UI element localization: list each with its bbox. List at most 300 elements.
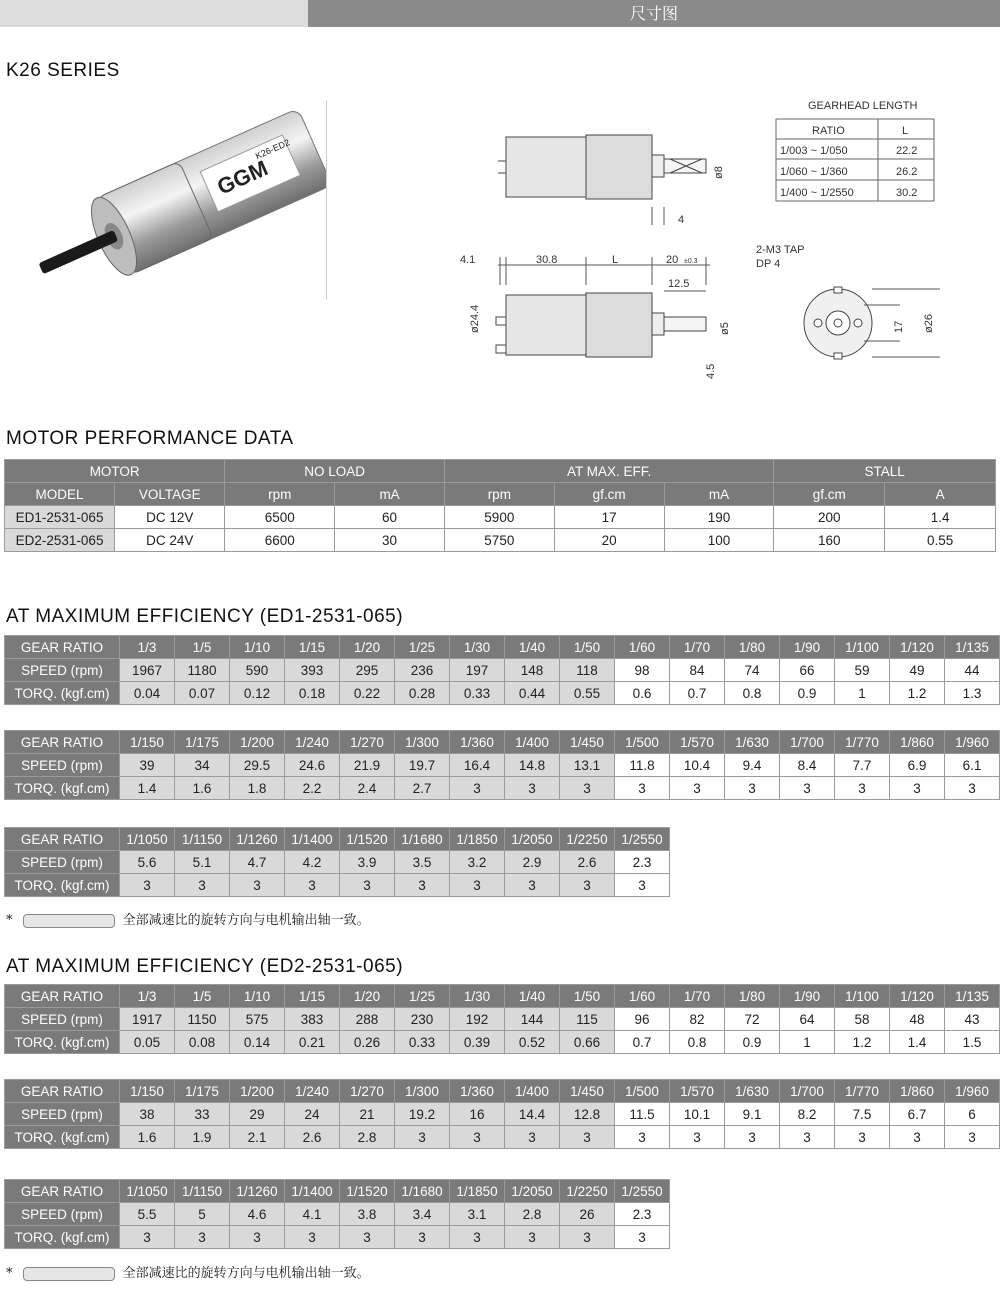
svg-text:20: 20	[666, 254, 679, 266]
gear-ratio-cell: 1/10	[230, 985, 285, 1008]
table-row	[5, 1226, 670, 1249]
speed-cell: 5.1	[175, 851, 230, 874]
perf-sub-header-row	[5, 483, 996, 506]
speed-cell: 14.4	[505, 1103, 560, 1126]
ed2-ratio-table	[4, 1079, 1000, 1149]
table-row	[5, 682, 1000, 705]
ed2-title: AT MAXIMUM EFFICIENCY (ED2-2531-065)	[6, 956, 404, 977]
gear-ratio-cell: 1/200	[230, 1080, 285, 1103]
gear-ratio-cell: 1/770	[835, 731, 890, 754]
speed-cell: 288	[340, 1008, 395, 1031]
torque-cell: 1.3	[945, 682, 1000, 705]
torque-cell: 3	[505, 1226, 560, 1249]
speed-cell: 2.9	[505, 851, 560, 874]
table-row	[5, 1180, 670, 1203]
torque-cell: 1.6	[175, 777, 230, 800]
speed-cell: 197	[450, 659, 505, 682]
gear-ratio-cell: 1/175	[175, 731, 230, 754]
torque-cell: 3	[560, 1126, 615, 1149]
gear-ratio-cell: 1/40	[505, 636, 560, 659]
gear-ratio-cell: 1/1520	[340, 828, 395, 851]
gear-ratio-cell: 1/20	[340, 636, 395, 659]
gear-ratio-cell: 1/700	[780, 1080, 835, 1103]
gear-ratio-cell: 1/450	[560, 1080, 615, 1103]
torque-cell: 1.9	[175, 1126, 230, 1149]
torque-cell: 3	[890, 1126, 945, 1149]
torque-cell: 3	[395, 1126, 450, 1149]
gear-ratio-cell: 1/120	[890, 636, 945, 659]
speed-cell: 7.5	[835, 1103, 890, 1126]
svg-text:ø8: ø8	[713, 166, 725, 179]
svg-text:2-M3 TAP: 2-M3 TAP	[756, 244, 805, 256]
gear-ratio-cell: 1/30	[450, 985, 505, 1008]
speed-cell: 10.4	[670, 754, 725, 777]
speed-cell: 7.7	[835, 754, 890, 777]
gear-ratio-cell: 1/2250	[560, 1180, 615, 1203]
speed-cell: 29	[230, 1103, 285, 1126]
table-row	[5, 777, 1000, 800]
torque-cell: 1	[835, 682, 890, 705]
speed-cell: 2.8	[505, 1203, 560, 1226]
gear-ratio-cell: 1/400	[505, 731, 560, 754]
gear-ratio-cell: 1/1150	[175, 828, 230, 851]
torque-cell: 1.6	[120, 1126, 175, 1149]
speed-cell: 2.6	[560, 851, 615, 874]
row-label: TORQ. (kgf.cm)	[5, 1031, 120, 1054]
torque-cell: 2.1	[230, 1126, 285, 1149]
svg-text:30.2: 30.2	[896, 187, 918, 199]
perf-sub-header: gf.cm	[774, 483, 885, 506]
torque-cell: 0.33	[450, 682, 505, 705]
speed-cell: 2.3	[615, 851, 670, 874]
speed-cell: 21	[340, 1103, 395, 1126]
gear-ratio-cell: 1/570	[670, 731, 725, 754]
perf-sub-header: rpm	[225, 483, 335, 506]
torque-cell: 2.6	[285, 1126, 340, 1149]
torque-cell: 3	[175, 874, 230, 897]
row-label: TORQ. (kgf.cm)	[5, 1126, 120, 1149]
torque-cell: 3	[395, 1226, 450, 1249]
speed-cell: 48	[890, 1008, 945, 1031]
torque-cell: 0.12	[230, 682, 285, 705]
torque-cell: 1.5	[945, 1031, 1000, 1054]
speed-cell: 9.1	[725, 1103, 780, 1126]
torque-cell: 0.33	[395, 1031, 450, 1054]
gear-ratio-cell: 1/60	[615, 636, 670, 659]
gear-ratio-cell: 1/1260	[230, 828, 285, 851]
speed-cell: 11.8	[615, 754, 670, 777]
perf-sub-header: gf.cm	[554, 483, 664, 506]
svg-text:RATIO: RATIO	[812, 125, 845, 137]
table-row	[5, 731, 1000, 754]
gear-ratio-cell: 1/50	[560, 985, 615, 1008]
speed-cell: 3.9	[340, 851, 395, 874]
gear-ratio-cell: 1/1850	[450, 1180, 505, 1203]
gear-ratio-cell: 1/90	[780, 985, 835, 1008]
gear-ratio-cell: 1/1150	[175, 1180, 230, 1203]
ed2-ratio-table	[4, 1179, 670, 1249]
speed-cell: 1917	[120, 1008, 175, 1031]
gear-ratio-cell: 1/150	[120, 1080, 175, 1103]
torque-cell: 0.66	[560, 1031, 615, 1054]
torque-cell: 3	[230, 1226, 285, 1249]
row-label: SPEED (rpm)	[5, 1103, 120, 1126]
speed-cell: 98	[615, 659, 670, 682]
speed-cell: 19.2	[395, 1103, 450, 1126]
gear-ratio-cell: 1/80	[725, 985, 780, 1008]
torque-cell: 3	[560, 874, 615, 897]
torque-cell: 3	[285, 874, 340, 897]
gear-ratio-cell: 1/2050	[505, 1180, 560, 1203]
svg-text:L: L	[612, 254, 619, 266]
gear-ratio-cell: 1/135	[945, 985, 1000, 1008]
torque-cell: 0.04	[120, 682, 175, 705]
speed-cell: 6.9	[890, 754, 945, 777]
gear-ratio-cell: 1/240	[285, 1080, 340, 1103]
torque-cell: 3	[890, 777, 945, 800]
speed-cell: 575	[230, 1008, 285, 1031]
gear-ratio-cell: 1/860	[890, 1080, 945, 1103]
torque-cell: 0.52	[505, 1031, 560, 1054]
gear-ratio-cell: 1/15	[285, 636, 340, 659]
gear-ratio-cell: 1/5	[175, 985, 230, 1008]
torque-cell: 0.07	[175, 682, 230, 705]
torque-cell: 0.55	[560, 682, 615, 705]
gear-ratio-cell: 1/70	[670, 636, 725, 659]
speed-cell: 58	[835, 1008, 890, 1031]
perf-sub-header: rpm	[444, 483, 554, 506]
gear-ratio-cell: 1/40	[505, 985, 560, 1008]
speed-cell: 39	[120, 754, 175, 777]
top-banner-left	[0, 0, 308, 27]
speed-cell: 3.4	[395, 1203, 450, 1226]
gear-ratio-cell: 1/80	[725, 636, 780, 659]
gear-ratio-cell: 1/960	[945, 731, 1000, 754]
speed-cell: 230	[395, 1008, 450, 1031]
perf-group-header: STALL	[774, 460, 996, 483]
torque-cell: 3	[615, 1126, 670, 1149]
speed-cell: 26	[560, 1203, 615, 1226]
speed-cell: 19.7	[395, 754, 450, 777]
torque-cell: 0.9	[725, 1031, 780, 1054]
gear-ratio-cell: 1/175	[175, 1080, 230, 1103]
perf-group-header: MOTOR	[5, 460, 225, 483]
svg-text:30.8: 30.8	[536, 254, 558, 266]
speed-cell: 4.2	[285, 851, 340, 874]
speed-cell: 3.1	[450, 1203, 505, 1226]
direction-legend-swatch	[23, 914, 115, 928]
speed-cell: 9.4	[725, 754, 780, 777]
motor-label-model: K26-ED2	[253, 137, 292, 162]
svg-text:1/060 ~ 1/360: 1/060 ~ 1/360	[780, 166, 848, 178]
speed-cell: 192	[450, 1008, 505, 1031]
gear-ratio-cell: 1/300	[395, 731, 450, 754]
torque-cell: 1.4	[890, 1031, 945, 1054]
speed-cell: 148	[505, 659, 560, 682]
gear-ratio-cell: 1/135	[945, 636, 1000, 659]
row-label: TORQ. (kgf.cm)	[5, 874, 120, 897]
gear-ratio-cell: 1/5	[175, 636, 230, 659]
svg-text:26.2: 26.2	[896, 166, 918, 178]
gear-ratio-cell: 1/1400	[285, 1180, 340, 1203]
gear-ratio-cell: 1/960	[945, 1080, 1000, 1103]
ed1-ratio-table	[4, 635, 1000, 705]
speed-cell: 10.1	[670, 1103, 725, 1126]
torque-cell: 0.8	[670, 1031, 725, 1054]
ed2-note: * 全部减速比的旋转方向与电机输出轴一致。	[6, 1266, 370, 1281]
speed-cell: 6.1	[945, 754, 1000, 777]
gear-ratio-cell: 1/120	[890, 985, 945, 1008]
svg-text:±0.3: ±0.3	[684, 258, 698, 265]
ed1-ratio-table	[4, 827, 670, 897]
torque-cell: 3	[615, 777, 670, 800]
speed-cell: 1967	[120, 659, 175, 682]
speed-cell: 118	[560, 659, 615, 682]
speed-cell: 1180	[175, 659, 230, 682]
gear-ratio-cell: 1/500	[615, 1080, 670, 1103]
torque-cell: 3	[560, 1226, 615, 1249]
row-label: GEAR RATIO	[5, 636, 120, 659]
perf-group-header-row	[5, 460, 996, 483]
torque-cell: 0.22	[340, 682, 395, 705]
torque-cell: 3	[285, 1226, 340, 1249]
gear-ratio-cell: 1/10	[230, 636, 285, 659]
table-row	[5, 754, 1000, 777]
table-row	[5, 1008, 1000, 1031]
speed-cell: 21.9	[340, 754, 395, 777]
gear-ratio-cell: 1/15	[285, 985, 340, 1008]
speed-cell: 11.5	[615, 1103, 670, 1126]
page-header-title: 尺寸图	[308, 0, 1000, 27]
torque-cell: 3	[835, 777, 890, 800]
svg-text:DP 4: DP 4	[756, 258, 781, 270]
torque-cell: 3	[505, 874, 560, 897]
speed-cell: 3.8	[340, 1203, 395, 1226]
torque-cell: 3	[175, 1226, 230, 1249]
gear-ratio-cell: 1/25	[395, 985, 450, 1008]
gear-ratio-cell: 1/100	[835, 985, 890, 1008]
torque-cell: 0.26	[340, 1031, 395, 1054]
torque-cell: 3	[120, 1226, 175, 1249]
torque-cell: 3	[780, 1126, 835, 1149]
speed-cell: 49	[890, 659, 945, 682]
row-label: GEAR RATIO	[5, 828, 120, 851]
torque-cell: 2.7	[395, 777, 450, 800]
speed-cell: 8.2	[780, 1103, 835, 1126]
speed-cell: 16.4	[450, 754, 505, 777]
torque-cell: 3	[340, 1226, 395, 1249]
gear-ratio-cell: 1/360	[450, 731, 505, 754]
torque-cell: 0.14	[230, 1031, 285, 1054]
gear-ratio-cell: 1/30	[450, 636, 505, 659]
svg-text:L: L	[902, 125, 909, 137]
perf-title: MOTOR PERFORMANCE DATA	[6, 428, 294, 449]
torque-cell: 3	[945, 777, 1000, 800]
gear-ratio-cell: 1/700	[780, 731, 835, 754]
torque-cell: 3	[725, 777, 780, 800]
svg-text:4: 4	[678, 214, 685, 226]
speed-cell: 295	[340, 659, 395, 682]
speed-cell: 236	[395, 659, 450, 682]
gear-ratio-cell: 1/2550	[615, 828, 670, 851]
gear-ratio-cell: 1/570	[670, 1080, 725, 1103]
speed-cell: 44	[945, 659, 1000, 682]
gear-ratio-cell: 1/90	[780, 636, 835, 659]
gear-ratio-cell: 1/2550	[615, 1180, 670, 1203]
torque-cell: 2.8	[340, 1126, 395, 1149]
direction-legend-swatch	[23, 1267, 115, 1281]
speed-cell: 12.8	[560, 1103, 615, 1126]
gear-ratio-cell: 1/1680	[395, 1180, 450, 1203]
torque-cell: 0.9	[780, 682, 835, 705]
gear-ratio-cell: 1/150	[120, 731, 175, 754]
speed-cell: 34	[175, 754, 230, 777]
ed1-ratio-table	[4, 730, 1000, 800]
speed-cell: 84	[670, 659, 725, 682]
speed-cell: 5.5	[120, 1203, 175, 1226]
gear-ratio-cell: 1/1680	[395, 828, 450, 851]
gear-ratio-cell: 1/20	[340, 985, 395, 1008]
torque-cell: 3	[615, 874, 670, 897]
gear-ratio-cell: 1/1520	[340, 1180, 395, 1203]
gear-ratio-cell: 1/240	[285, 731, 340, 754]
gear-ratio-cell: 1/50	[560, 636, 615, 659]
speed-cell: 4.6	[230, 1203, 285, 1226]
speed-cell: 72	[725, 1008, 780, 1031]
row-label: GEAR RATIO	[5, 1080, 120, 1103]
torque-cell: 3	[615, 1226, 670, 1249]
torque-cell: 2.4	[340, 777, 395, 800]
speed-cell: 393	[285, 659, 340, 682]
torque-cell: 3	[670, 1126, 725, 1149]
speed-cell: 29.5	[230, 754, 285, 777]
torque-cell: 0.7	[615, 1031, 670, 1054]
table-row	[5, 1080, 1000, 1103]
svg-text:1/003 ~ 1/050: 1/003 ~ 1/050	[780, 145, 848, 157]
gear-ratio-cell: 1/630	[725, 1080, 780, 1103]
torque-cell: 0.18	[285, 682, 340, 705]
table-row: ED1-2531-065 DC 12V 6500 60 5900 17 190 200 1.4	[5, 506, 996, 529]
perf-group-header: NO LOAD	[225, 460, 445, 483]
ed2-ratio-table	[4, 984, 1000, 1054]
perf-sub-header: VOLTAGE	[115, 483, 225, 506]
torque-cell: 2.2	[285, 777, 340, 800]
svg-text:ø24.4: ø24.4	[469, 304, 481, 333]
table-row	[5, 1203, 670, 1226]
speed-cell: 16	[450, 1103, 505, 1126]
gear-ratio-cell: 1/1400	[285, 828, 340, 851]
gear-ratio-cell: 1/770	[835, 1080, 890, 1103]
gear-ratio-cell: 1/60	[615, 985, 670, 1008]
torque-cell: 3	[505, 777, 560, 800]
torque-cell: 3	[395, 874, 450, 897]
row-label: GEAR RATIO	[5, 985, 120, 1008]
torque-cell: 1.2	[835, 1031, 890, 1054]
svg-text:1/400 ~ 1/2550: 1/400 ~ 1/2550	[780, 187, 854, 199]
speed-cell: 43	[945, 1008, 1000, 1031]
row-label: SPEED (rpm)	[5, 851, 120, 874]
torque-cell: 3	[505, 1126, 560, 1149]
torque-cell: 3	[450, 777, 505, 800]
torque-cell: 0.08	[175, 1031, 230, 1054]
torque-cell: 0.28	[395, 682, 450, 705]
motor-label-brand: GGM	[213, 155, 272, 200]
row-label: TORQ. (kgf.cm)	[5, 1226, 120, 1249]
svg-text:22.2: 22.2	[896, 145, 918, 157]
series-title: K26 SERIES	[6, 60, 120, 81]
table-row	[5, 1126, 1000, 1149]
torque-cell: 3	[450, 874, 505, 897]
speed-cell: 14.8	[505, 754, 560, 777]
speed-cell: 144	[505, 1008, 560, 1031]
gear-ratio-cell: 1/100	[835, 636, 890, 659]
torque-cell: 3	[945, 1126, 1000, 1149]
gear-ratio-cell: 1/1260	[230, 1180, 285, 1203]
gear-ratio-cell: 1/2250	[560, 828, 615, 851]
perf-sub-header: mA	[335, 483, 445, 506]
gear-ratio-cell: 1/3	[120, 985, 175, 1008]
speed-cell: 64	[780, 1008, 835, 1031]
svg-text:12.5: 12.5	[668, 278, 690, 290]
speed-cell: 8.4	[780, 754, 835, 777]
gear-ratio-cell: 1/450	[560, 731, 615, 754]
row-label: SPEED (rpm)	[5, 1203, 120, 1226]
speed-cell: 4.1	[285, 1203, 340, 1226]
table-row	[5, 636, 1000, 659]
row-label: TORQ. (kgf.cm)	[5, 682, 120, 705]
speed-cell: 4.7	[230, 851, 285, 874]
gear-ratio-cell: 1/270	[340, 731, 395, 754]
row-label: GEAR RATIO	[5, 1180, 120, 1203]
gear-ratio-cell: 1/25	[395, 636, 450, 659]
speed-cell: 24.6	[285, 754, 340, 777]
motor-performance-table	[4, 459, 996, 552]
gear-ratio-cell: 1/360	[450, 1080, 505, 1103]
gear-ratio-cell: 1/270	[340, 1080, 395, 1103]
top-banner	[0, 0, 1000, 27]
torque-cell: 0.39	[450, 1031, 505, 1054]
torque-cell: 3	[780, 777, 835, 800]
torque-cell: 3	[725, 1126, 780, 1149]
gear-ratio-cell: 1/630	[725, 731, 780, 754]
row-label: SPEED (rpm)	[5, 659, 120, 682]
gear-ratio-cell: 1/300	[395, 1080, 450, 1103]
speed-cell: 6	[945, 1103, 1000, 1126]
table-row	[5, 874, 670, 897]
speed-cell: 24	[285, 1103, 340, 1126]
speed-cell: 3.5	[395, 851, 450, 874]
speed-cell: 5	[175, 1203, 230, 1226]
table-row	[5, 851, 670, 874]
torque-cell: 0.7	[670, 682, 725, 705]
torque-cell: 0.21	[285, 1031, 340, 1054]
row-label: GEAR RATIO	[5, 731, 120, 754]
torque-cell: 1	[780, 1031, 835, 1054]
speed-cell: 2.3	[615, 1203, 670, 1226]
torque-cell: 3	[450, 1126, 505, 1149]
torque-cell: 3	[340, 874, 395, 897]
gear-ratio-cell: 1/500	[615, 731, 670, 754]
ed1-note: * 全部减速比的旋转方向与电机输出轴一致。	[6, 913, 370, 928]
perf-group-header: AT MAX. EFF.	[444, 460, 773, 483]
torque-cell: 3	[560, 777, 615, 800]
speed-cell: 96	[615, 1008, 670, 1031]
speed-cell: 82	[670, 1008, 725, 1031]
speed-cell: 74	[725, 659, 780, 682]
gear-ratio-cell: 1/70	[670, 985, 725, 1008]
table-row	[5, 659, 1000, 682]
motor-photo	[8, 100, 327, 300]
